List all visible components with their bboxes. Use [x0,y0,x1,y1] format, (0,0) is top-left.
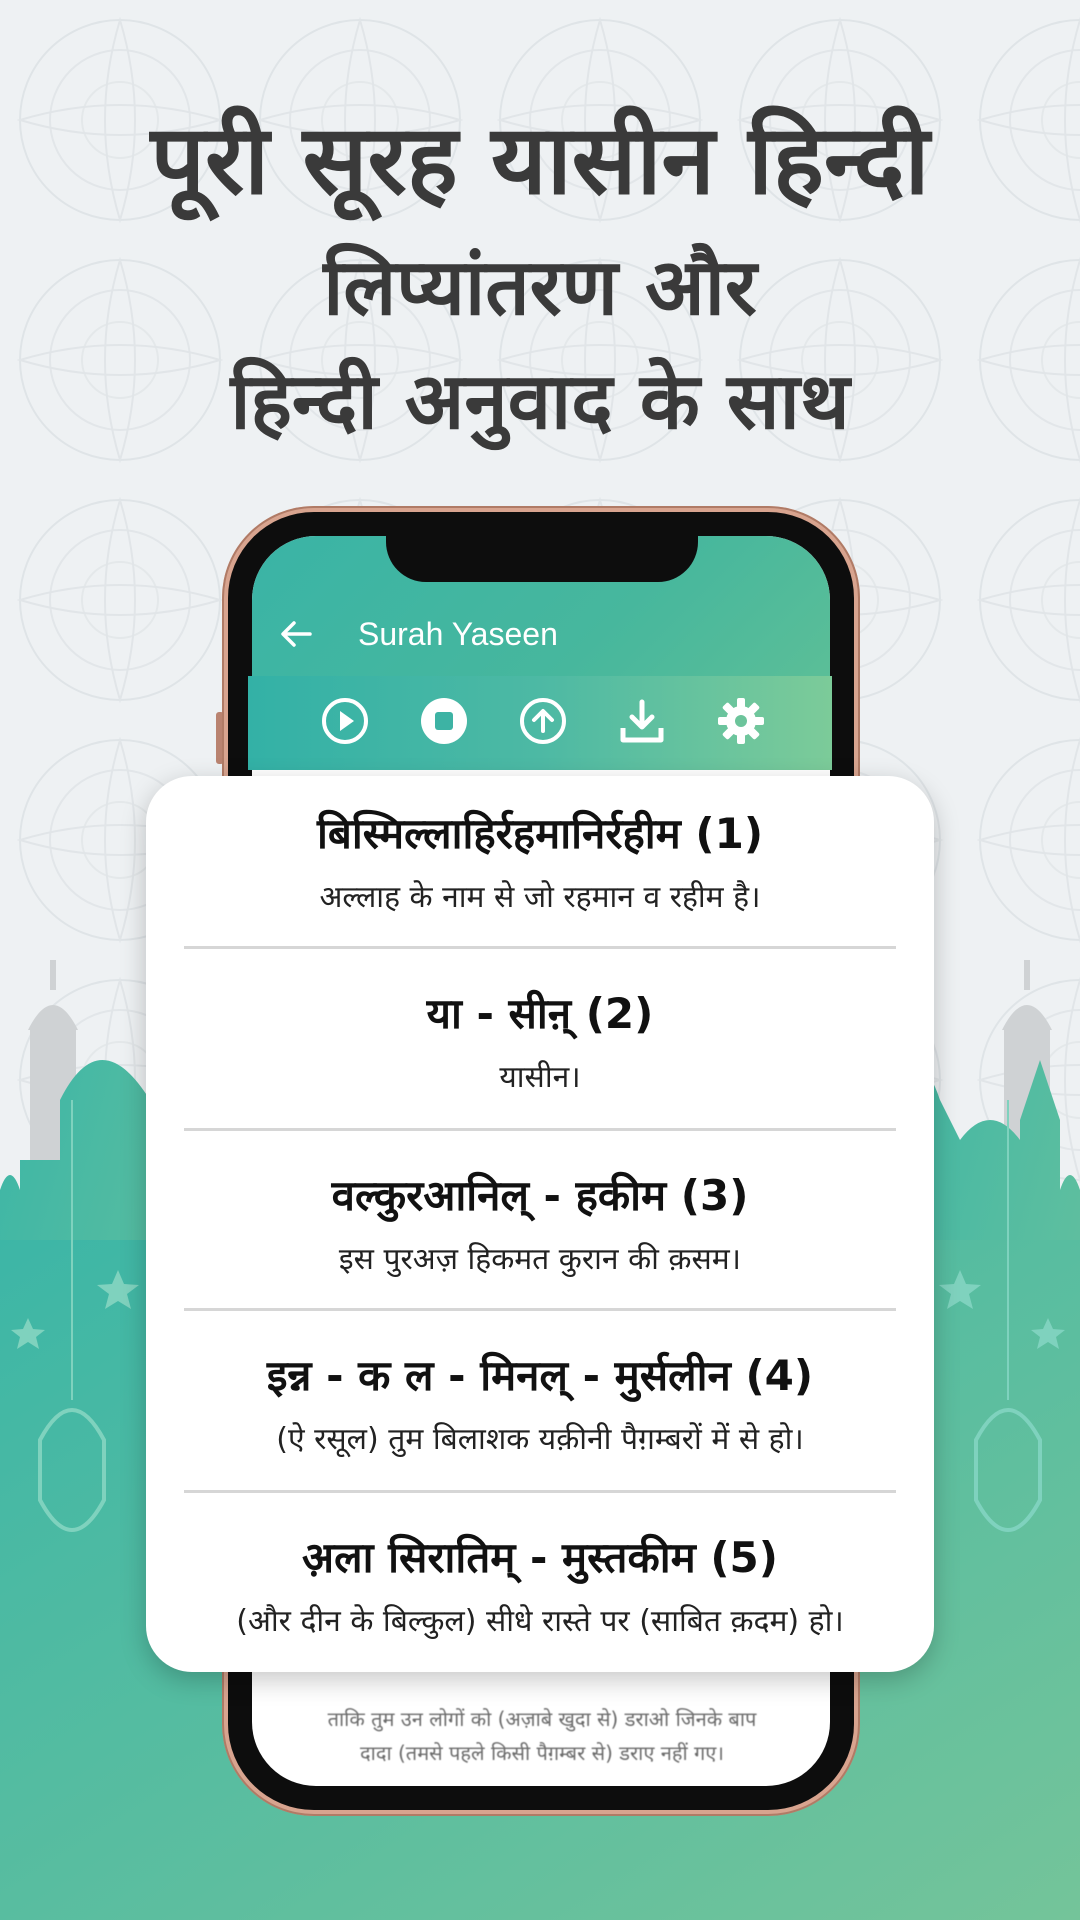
play-icon[interactable] [320,696,370,746]
headline-line-3: हिन्दी अनुवाद के साथ [230,357,850,447]
verse-translation: यासीन। [499,1060,581,1095]
phone-verse-text-line-2: दादा (तमसे पहले किसी पैग़म्बर से) डराए नहीं गए। [360,1741,724,1765]
verse-transliteration: वल्कुरआनिल् - हकीम (3) [331,1171,749,1220]
verse-translation: इस पुरअज़ हिकमत कुरान की क़सम। [338,1242,742,1277]
verse-item[interactable] [146,986,934,1100]
phone-verse-text-line-1: ताकि तुम उन लोगों को (अज़ाबे खुदा से) डराओ जिनके बाप [327,1707,757,1731]
phone-notch [386,524,698,582]
verse-translation: (और दीन के बिल्कुल) सीधे रास्ते पर (साबित क़दम) हो। [236,1604,844,1639]
verse-transliteration: अ़ला सिरातिम् - मुस्तकीम (5) [302,1533,778,1582]
verse-divider [184,1128,896,1131]
headline-line-2: लिप्यांतरण और [323,243,757,333]
upload-icon[interactable] [518,696,568,746]
verse-item[interactable] [146,806,934,920]
verses-card [146,776,934,1672]
verse-translation: (ऐ रसूल) तुम बिलाशक यक़ीनी पैग़म्बरों में से हो। [276,1422,804,1457]
download-icon[interactable] [617,696,667,746]
gear-icon[interactable] [716,696,766,746]
verse-transliteration: या - सीऩ् (2) [426,989,654,1038]
verse-divider [184,1490,896,1493]
verse-divider [184,1308,896,1311]
verse-divider [184,946,896,949]
verse-transliteration: बिस्मिल्लाहिर्रहमानिर्रहीम (1) [316,809,764,858]
headline-line-1: पूरी सूरह यासीन हिन्दी [150,104,930,216]
verse-transliteration: इन्न - क ल - मिनल् - मुर्सलीन (4) [266,1351,814,1400]
verse-item[interactable] [146,1530,934,1644]
verse-item[interactable] [146,1168,934,1282]
stop-icon[interactable] [419,696,469,746]
verse-item[interactable] [146,1348,934,1462]
verse-translation: अल्लाह के नाम से जो रहमान व रहीम है। [319,880,761,915]
app-title: Surah Yaseen [358,616,558,652]
arrow-left-icon[interactable] [276,614,316,654]
